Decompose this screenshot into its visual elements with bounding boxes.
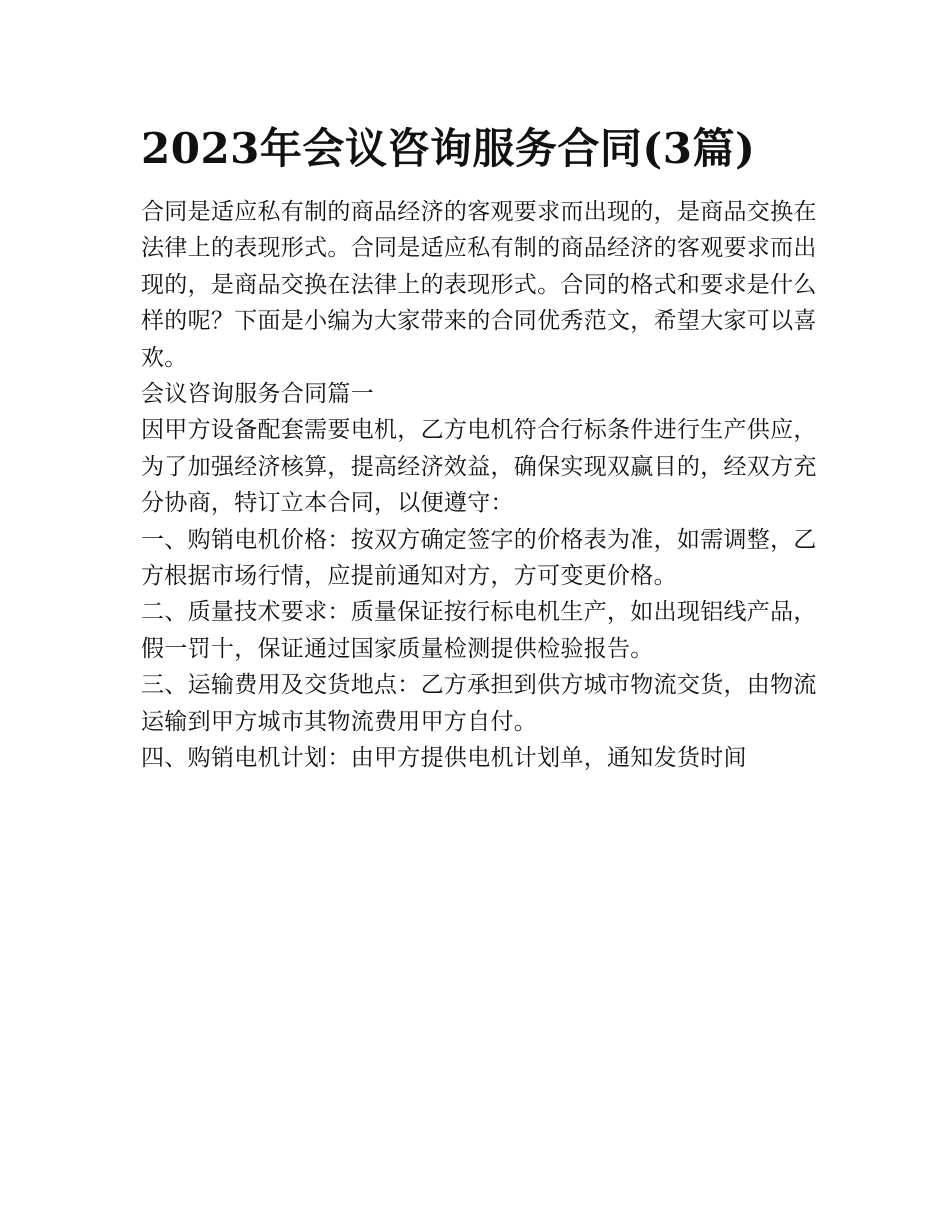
section-heading: 会议咨询服务合同篇一 [141, 381, 374, 408]
clause-plan: 四、购销电机计划：由甲方提供电机计划单，通知发货时间 [141, 745, 747, 772]
clause-transport: 三、运输费用及交货地点：乙方承担到供方城市物流交货，由物流运输到甲方城市其物流费用甲方自付。 [141, 672, 817, 735]
document-page [141, 118, 821, 777]
clause-price: 一、购销电机价格：按双方确定签字的价格表为准，如需调整，乙方根据市场行情，应提前通知对方，方可变更价格。 [141, 526, 817, 590]
document-title: 2023年会议咨询服务合同(3篇) [141, 124, 756, 173]
document-body [141, 194, 821, 777]
intro-paragraph: 合同是适应私有制的商品经济的客观要求而出现的，是商品交换在法律上的表现形式。合同是适应私有制的商品经济的客观要求而出现的，是商品交换在法律上的表现形式。合同的格式和要求是什么样的呢？下面是小编为大家带来的合同优秀范文，希望大家可以喜欢。 [141, 199, 817, 371]
preamble-paragraph: 因甲方设备配套需要电机，乙方电机符合行标条件进行生产供应，为了加强经济核算，提高经济效益，确保实现双赢目的，经双方充分协商，特订立本合同，以便遵守： [141, 417, 817, 517]
clause-quality: 二、质量技术要求：质量保证按行标电机生产，如出现铝线产品，假一罚十，保证通过国家质量检测提供检验报告。 [141, 599, 817, 662]
